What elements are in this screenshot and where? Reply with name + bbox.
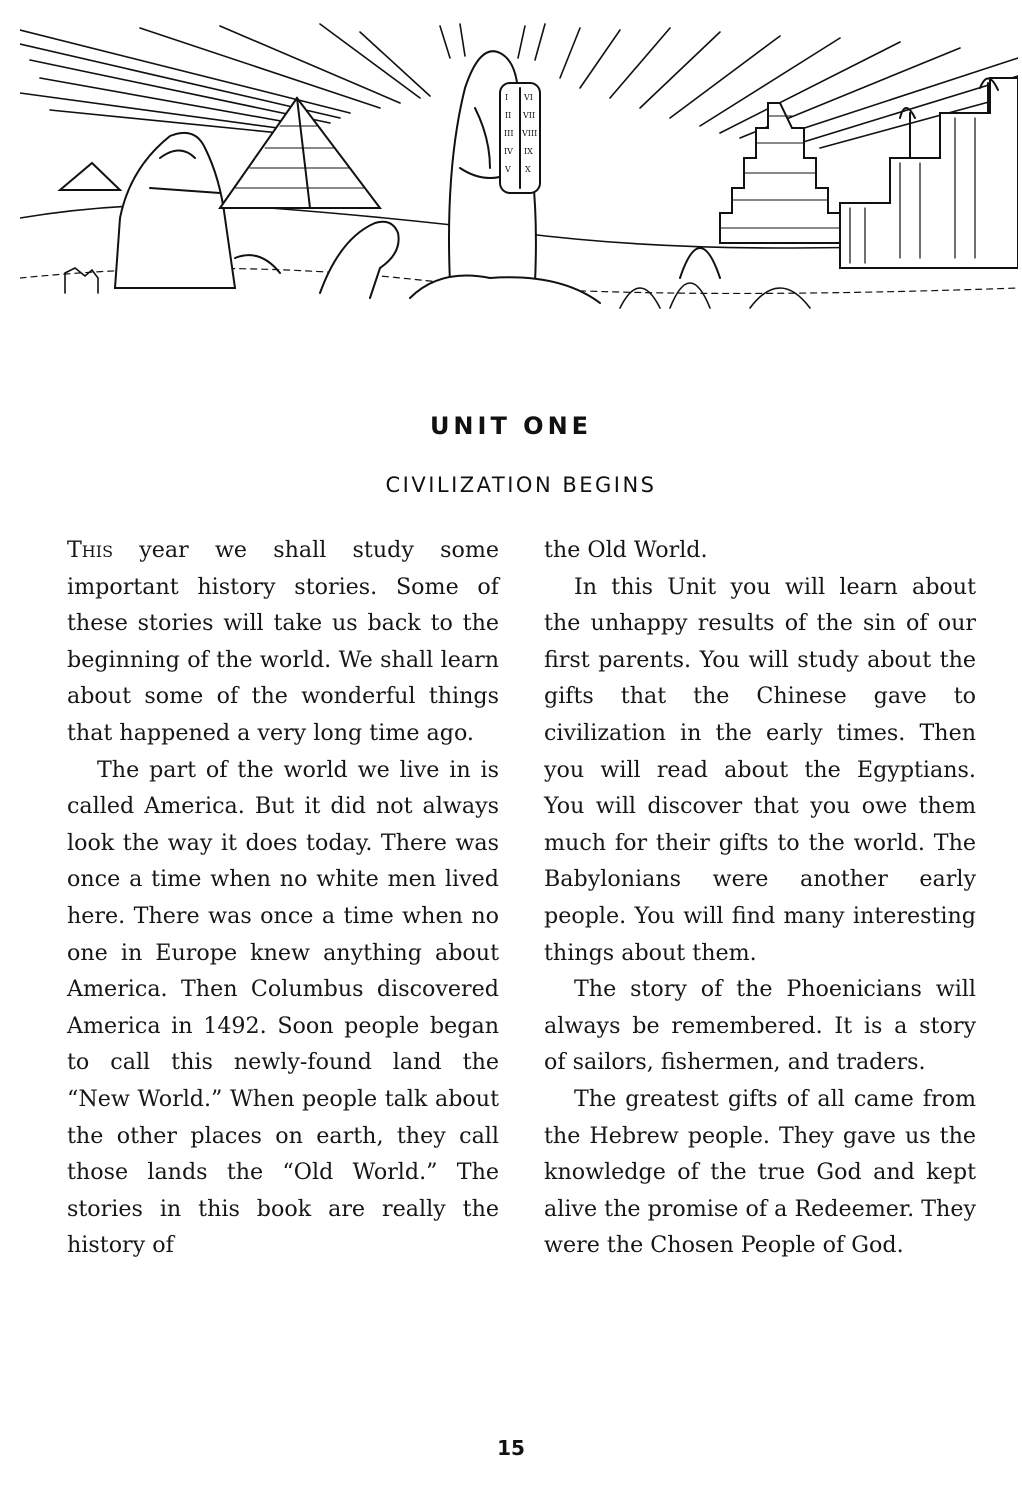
paragraph: [67, 532, 499, 752]
paragraph: The part of the world we live in is called America. But it did not always look the way it does today. There was once a time when no white men lived here. There was once a time when no one in Europe knew anything about America. Then Columbus discovered America in 1492. Soon people began to call this newly-found land the “New World.” When people talk about the other places on earth, they call those lands the “Old World.” The stories in this book are really the history of: [67, 756, 499, 1259]
hanging-gardens-illustration: [840, 78, 1018, 268]
left-column: [67, 532, 499, 1264]
tablet-numeral: VI: [524, 93, 533, 102]
tablet-numeral: III: [504, 129, 514, 138]
header-illustration: [20, 18, 1018, 310]
tablet-numeral: VII: [523, 111, 536, 120]
lead-word: This: [67, 537, 114, 563]
tablet-numeral: IV: [504, 147, 513, 156]
paragraph: In this Unit you will learn about the unhappy results of the sin of our first parents. You will study about the gifts that the Chinese gave to civilization in the early times. Then you will read about the Egyptians. You will discover that you owe them much for their gifts to the world. The Babylonians were another early people. You will find many interesting things about them.: [544, 573, 976, 966]
unit-title: CIVILIZATION BEGINS: [385, 473, 657, 497]
paragraph: The story of the Phoenicians will always be remembered. It is a story of sailors, fishermen, and traders.: [544, 976, 976, 1076]
tablet-numeral: VIII: [522, 129, 538, 138]
paragraph-text: year we shall study some important history stories. Some of these stories will take us back to the beginning of the world. We shall learn about some of the wonderful things that happened a very long time ago.: [67, 537, 499, 746]
paragraph: the Old World.: [544, 537, 708, 563]
tablet-numeral: V: [505, 165, 511, 174]
unit-label: UNIT ONE: [429, 412, 593, 440]
right-column: [544, 532, 976, 1264]
page-number: 15: [497, 1436, 525, 1460]
tablet-numeral: IX: [524, 147, 533, 156]
tablet-numeral: II: [505, 111, 512, 120]
tablet-numeral: X: [525, 165, 531, 174]
paragraph: The greatest gifts of all came from the Hebrew people. They gave us the knowledge of the true God and kept alive the promise of a Redeemer. They were the Chosen People of God.: [544, 1085, 976, 1259]
tablet-numeral: I: [505, 93, 509, 102]
